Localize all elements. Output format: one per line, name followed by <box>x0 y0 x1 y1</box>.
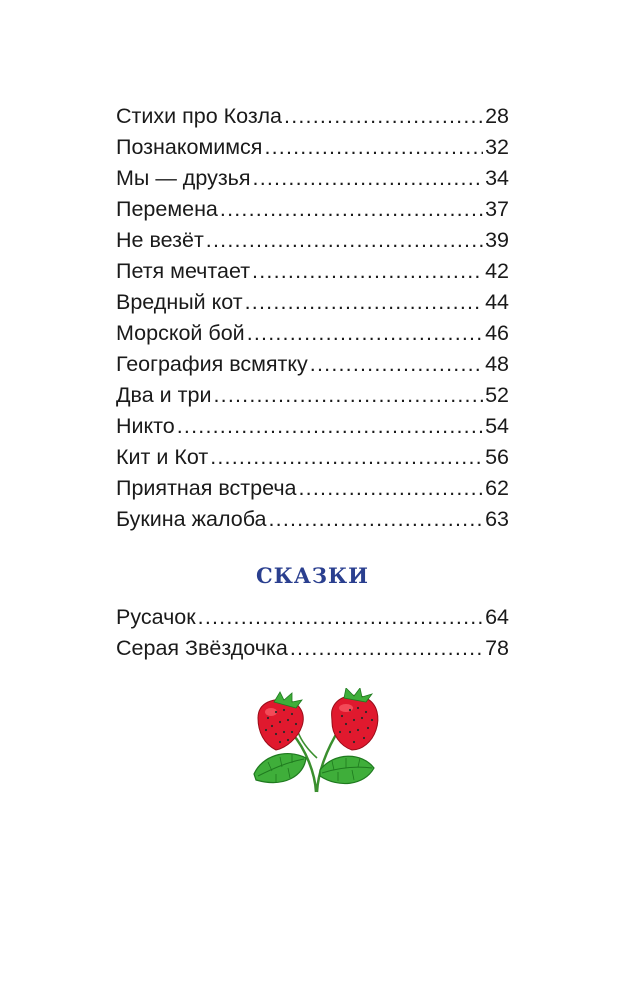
toc-entry[interactable] <box>116 442 509 473</box>
toc-entry-page: 63 <box>485 507 509 531</box>
toc-entry-page: 64 <box>485 605 509 629</box>
toc-entry-title: Морской бой <box>116 321 245 345</box>
dot-leader <box>247 318 483 349</box>
toc-entry-title: Перемена <box>116 197 218 221</box>
toc-entry-title: Петя мечтает <box>116 259 251 283</box>
toc-entry-page: 42 <box>485 259 509 283</box>
dot-leader <box>268 504 483 535</box>
toc-entry[interactable] <box>116 411 509 442</box>
toc-entry-page: 39 <box>485 228 509 252</box>
toc-entry-page: 46 <box>485 321 509 345</box>
toc-entry[interactable] <box>116 318 509 349</box>
dot-leader <box>177 411 483 442</box>
toc-entry-title: Русачок <box>116 605 196 629</box>
toc-entry[interactable] <box>116 132 509 163</box>
dot-leader <box>264 132 483 163</box>
toc-entry[interactable] <box>116 473 509 504</box>
toc-entry[interactable] <box>116 225 509 256</box>
toc-entry[interactable] <box>116 163 509 194</box>
toc-entry-title: Приятная встреча <box>116 476 297 500</box>
dot-leader <box>245 287 483 318</box>
dot-leader <box>210 442 483 473</box>
toc-entry-page: 37 <box>485 197 509 221</box>
toc-entry-title: География всмятку <box>116 352 308 376</box>
dot-leader <box>220 194 483 225</box>
toc-entry-page: 56 <box>485 445 509 469</box>
dot-leader <box>290 633 483 664</box>
strawberries-icon <box>246 688 386 798</box>
dot-leader <box>213 380 483 411</box>
toc-entry-title: Серая Звёздочка <box>116 636 288 660</box>
toc-list-poems <box>116 101 509 535</box>
toc-entry-page: 52 <box>485 383 509 407</box>
dot-leader <box>252 256 483 287</box>
toc-entry-page: 32 <box>485 135 509 159</box>
dot-leader <box>310 349 483 380</box>
toc-entry[interactable] <box>116 194 509 225</box>
toc-entry-title: Кит и Кот <box>116 445 209 469</box>
dot-leader <box>284 101 483 132</box>
toc-entry-page: 54 <box>485 414 509 438</box>
toc-entry-title: Вредный кот <box>116 290 243 314</box>
toc-entry-title: Не везёт <box>116 228 204 252</box>
toc-entry[interactable] <box>116 504 509 535</box>
toc-entry-page: 48 <box>485 352 509 376</box>
dot-leader <box>253 163 484 194</box>
toc-entry[interactable] <box>116 633 509 664</box>
toc-entry-page: 28 <box>485 104 509 128</box>
dot-leader <box>198 602 483 633</box>
dot-leader <box>206 225 483 256</box>
toc-entry[interactable] <box>116 349 509 380</box>
toc-entry-title: Два и три <box>116 383 212 407</box>
toc-entry-title: Мы — друзья <box>116 166 251 190</box>
toc-entry-page: 62 <box>485 476 509 500</box>
toc-entry[interactable] <box>116 602 509 633</box>
toc-entry-title: Букина жалоба <box>116 507 267 531</box>
toc-entry-page: 44 <box>485 290 509 314</box>
section-heading-tales: СКАЗКИ <box>255 563 369 588</box>
toc-entry-page: 78 <box>485 636 509 660</box>
toc-entry-title: Никто <box>116 414 175 438</box>
toc-entry-title: Познакомимся <box>116 135 263 159</box>
toc-entry[interactable] <box>116 101 509 132</box>
dot-leader <box>299 473 484 504</box>
toc-entry-page: 34 <box>485 166 509 190</box>
toc-entry[interactable] <box>116 256 509 287</box>
toc-list-tales <box>116 602 509 664</box>
toc-entry-title: Стихи про Козла <box>116 104 283 128</box>
toc-entry[interactable] <box>116 287 509 318</box>
toc-entry[interactable] <box>116 380 509 411</box>
